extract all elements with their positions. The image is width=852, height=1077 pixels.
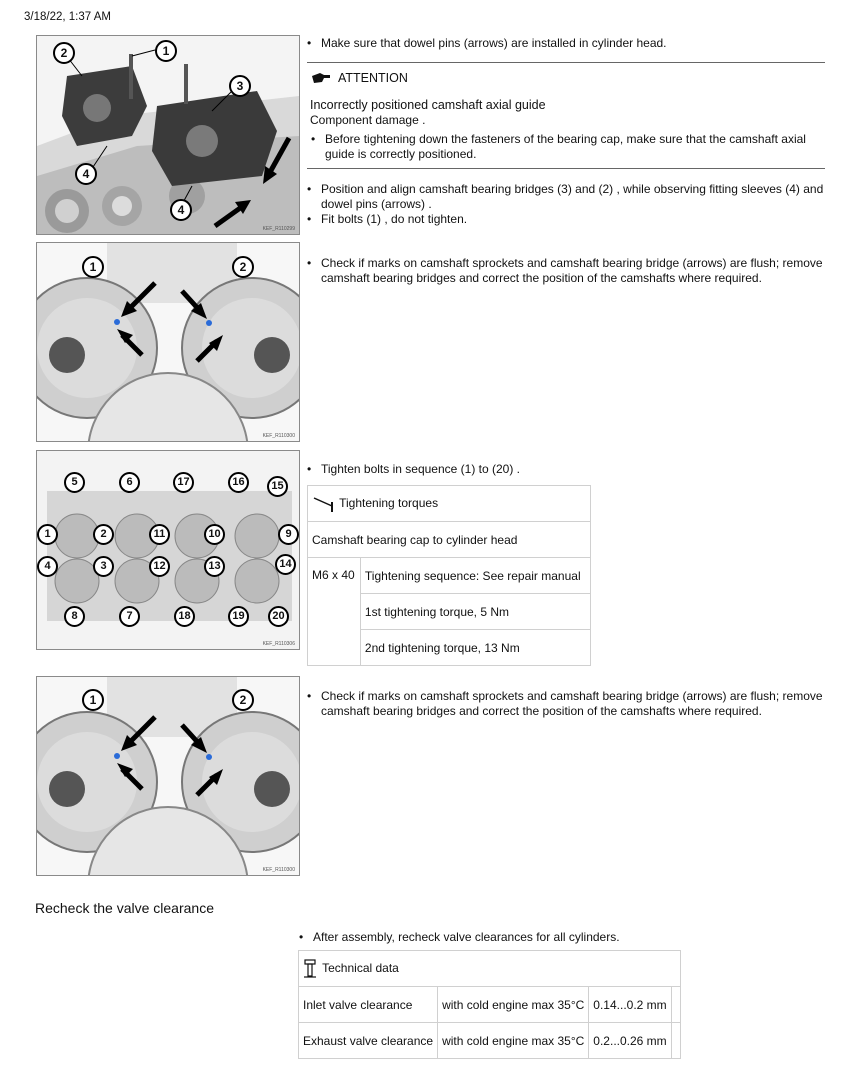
- callout-2: 2: [232, 256, 254, 278]
- callout-2: 2: [232, 689, 254, 711]
- callout-18: 18: [174, 606, 195, 627]
- figure-ref: KEF_R110300: [262, 867, 295, 873]
- callout-1: 1: [82, 256, 104, 278]
- torque-row: 2nd tightening torque, 13 Nm: [360, 630, 590, 666]
- instruction-check-marks-recheck: • Check if marks on camshaft sprockets and camshaft bearing bridge (arrows) are flush; remove camshaft bearing bridges and correct the position of the camshafts where required.: [307, 689, 836, 719]
- divider: [307, 62, 825, 63]
- tech-table-header: [299, 951, 681, 987]
- tech-row-label: Inlet valve clearance: [299, 987, 438, 1023]
- attention-subtitle: Component damage .: [310, 113, 426, 127]
- tech-row-spacer: [671, 1023, 680, 1059]
- torque-row: 1st tightening torque, 5 Nm: [360, 594, 590, 630]
- divider: [307, 168, 825, 169]
- tech-header-text: Technical data: [322, 960, 399, 975]
- callout-3: 3: [229, 75, 251, 97]
- tech-row-condition: with cold engine max 35°C: [438, 1023, 589, 1059]
- instruction-fit-bolts: • Fit bolts (1) , do not tighten.: [307, 212, 836, 227]
- callout-11: 11: [149, 524, 170, 545]
- figure-ref: KEF_R110306: [262, 641, 295, 647]
- tech-row-label: Exhaust valve clearance: [299, 1023, 438, 1059]
- figure-camshaft-bearing-bridges: [36, 35, 300, 235]
- tech-row-condition: with cold engine max 35°C: [438, 987, 589, 1023]
- attention-label: ATTENTION: [338, 71, 408, 85]
- callout-3: 3: [93, 556, 114, 577]
- torque-subject: Camshaft bearing cap to cylinder head: [308, 522, 591, 558]
- section-heading-recheck: Recheck the valve clearance: [35, 900, 214, 916]
- callout-10: 10: [204, 524, 225, 545]
- instruction-tighten-sequence: • Tighten bolts in sequence (1) to (20) .: [307, 462, 836, 477]
- callout-8: 8: [64, 606, 85, 627]
- callout-1: 1: [155, 40, 177, 62]
- callout-4: 4: [75, 163, 97, 185]
- callout-12: 12: [149, 556, 170, 577]
- torque-table: [307, 485, 591, 666]
- torque-wrench-icon: [312, 496, 336, 512]
- callout-4: 4: [37, 556, 58, 577]
- callout-14: 14: [275, 554, 296, 575]
- callout-13: 13: [204, 556, 225, 577]
- torque-row: Tightening sequence: See repair manual: [360, 558, 590, 594]
- callout-4: 4: [170, 199, 192, 221]
- callout-2: 2: [93, 524, 114, 545]
- callout-5: 5: [64, 472, 85, 493]
- callout-1: 1: [37, 524, 58, 545]
- instruction-dowel-pins: • Make sure that dowel pins (arrows) are installed in cylinder head.: [307, 36, 836, 51]
- figure-ref: KEF_R110299: [262, 226, 295, 232]
- technical-data-table: [298, 950, 681, 1059]
- callout-1: 1: [82, 689, 104, 711]
- callout-7: 7: [119, 606, 140, 627]
- torque-table-header: [308, 486, 591, 522]
- print-timestamp: 3/18/22, 1:37 AM: [24, 11, 111, 23]
- attention-title: Incorrectly positioned camshaft axial guide: [310, 98, 546, 112]
- callout-20: 20: [268, 606, 289, 627]
- callout-6: 6: [119, 472, 140, 493]
- callout-16: 16: [228, 472, 249, 493]
- warning-hand-icon: [312, 72, 330, 84]
- tech-row-value: 0.2...0.26 mm: [589, 1023, 671, 1059]
- callout-2: 2: [53, 42, 75, 64]
- figure-timing-marks: [36, 242, 300, 442]
- figure-ref: KEF_R110300: [262, 433, 295, 439]
- callout-19: 19: [228, 606, 249, 627]
- figure-timing-marks-recheck: [36, 676, 300, 876]
- callout-9: 9: [278, 524, 299, 545]
- instruction-position-bridges: • Position and align camshaft bearing bridges (3) and (2) , while observing fitting sleeves (4) and dowel pins (arrows) .: [307, 182, 836, 212]
- instruction-recheck: • After assembly, recheck valve clearances for all cylinders.: [299, 930, 833, 945]
- attention-notice: [312, 71, 408, 85]
- figure-tightening-sequence: [36, 450, 300, 650]
- callout-15: 15: [267, 476, 288, 497]
- tech-row-spacer: [671, 987, 680, 1023]
- tech-row-value: 0.14...0.2 mm: [589, 987, 671, 1023]
- torque-header-text: Tightening torques: [339, 495, 439, 510]
- attention-instruction: • Before tightening down the fasteners of the bearing cap, make sure that the camshaft axial guide is correctly positioned.: [311, 132, 830, 162]
- instruction-check-marks: • Check if marks on camshaft sprockets and camshaft bearing bridge (arrows) are flush; remove camshaft bearing bridges and correct the position of the camshafts where required.: [307, 256, 836, 286]
- callout-17: 17: [173, 472, 194, 493]
- technical-data-icon: [303, 959, 319, 979]
- bolt-size: M6 x 40: [308, 558, 361, 666]
